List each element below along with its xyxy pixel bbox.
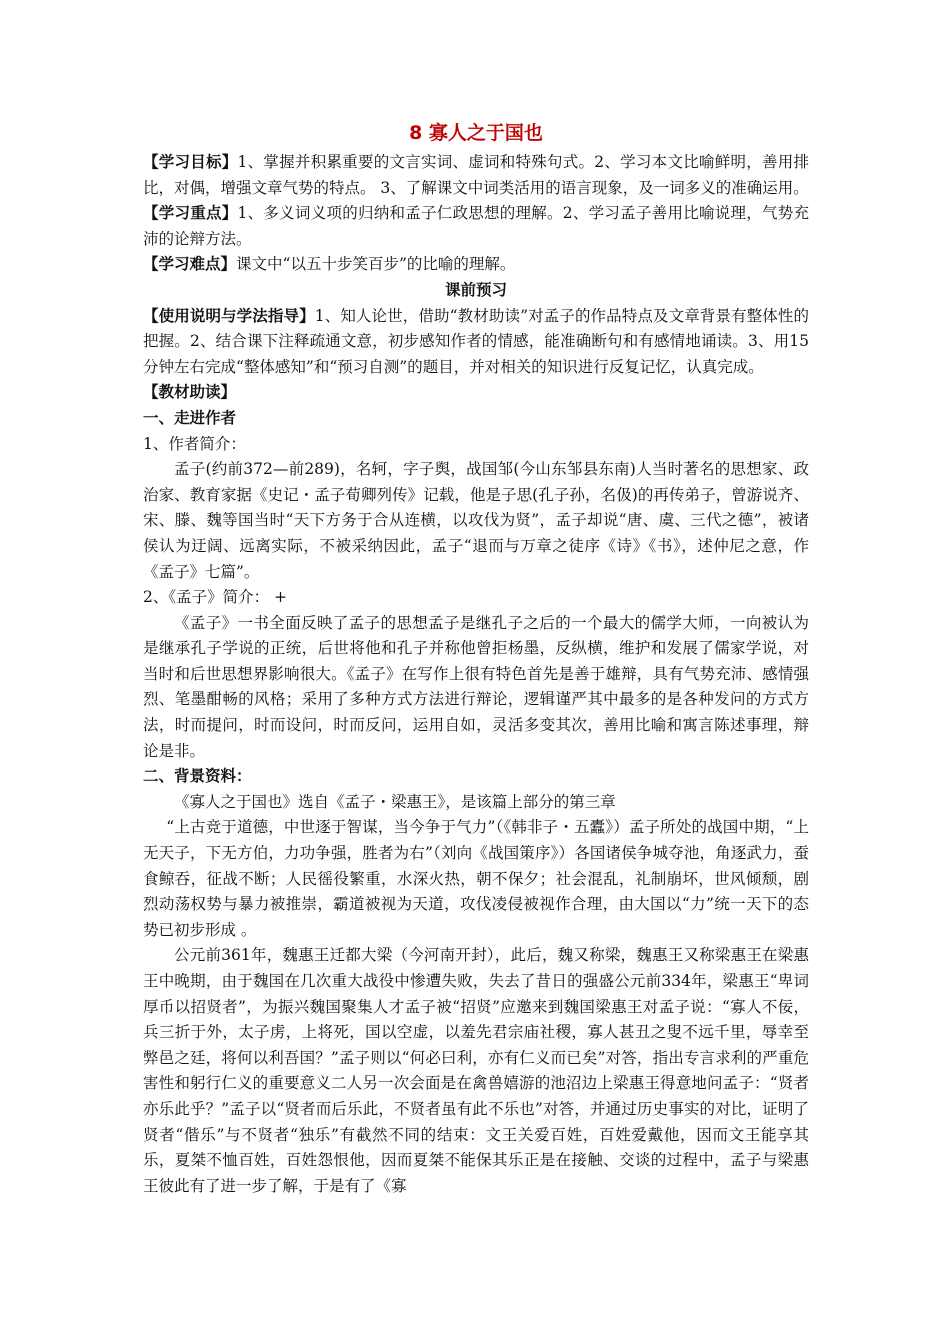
learning-goals-label: 【学习目标】 xyxy=(143,153,238,171)
author-intro-paragraph: 孟子(约前372—前289)，名轲，字子舆，战国邹(今山东邹县东南)人当时著名的思想家、政治家、教育家据《史记・孟子荀卿列传》记载，他是子思(孔子孙，名伋)的再传弟子，曾游说齐、宋、滕、魏等国当时“天下方务于合从连横，以攻伐为贤”，孟子却说“唐、虞、三代之德”，被诸侯认为迂阔、远离实际，不被采纳因此，孟子“退而与万章之徒序《诗》《书》，述仲尼之意，作《孟子》七篇”。 xyxy=(143,460,809,581)
preview-heading: 课前预习 xyxy=(444,280,507,299)
key-points-label: 【学习重点】 xyxy=(143,204,238,223)
background-paragraph-2: “上古竞于道德，中世逐于智谋，当今争于气力”（《韩非子・五蠹》）孟子所处的战国中期，“上无天子，下无方伯，力功争强，胜者为右”（刘向《战国策序》）各国诸侯争城夺池，角逐武力，蚕食鲸吞，征战不断；人民徭役繁重，水深火热，朝不保夕；社会混乱，礼制崩坏，世风倾颓，剧烈动荡权势与暴力被推崇，霸道被视为天道，攻伐凌侵被视作合理，由大国以“力”统一天下的态势已初步形成 。 xyxy=(143,818,809,939)
mencius-intro-heading: 2、《孟子》简介： + xyxy=(143,588,288,607)
section-background-heading: 二、背景资料： xyxy=(143,767,252,786)
instructions-text: 1、知人论世，借助“教材助读”对孟子的作品特点及文章背景有整体性的把握。2、结合课下注释疏通文意，初步感知作者的情感，能准确断句和有感情地诵读。3、用15分钟左右完成“整体感知”和“预习自测”的题目，并对相关的知识进行反复记忆，认真完成。 xyxy=(143,306,809,376)
learning-goals-text: 1、掌握并积累重要的文言实词、虚词和特殊句式。2、学习本文比喻鲜明，善用排比，对偶，增强文章气势的特点。 3、了解课文中词类活用的语言现象，及一词多义的准确运用。 xyxy=(143,153,809,197)
learning-key-points xyxy=(143,201,809,252)
difficulty-label: 【学习难点】 xyxy=(143,255,237,274)
textbook-aid-heading: 【教材助读】 xyxy=(143,383,237,402)
document-title: 8 寡人之于国也 xyxy=(409,122,543,144)
section-author-heading: 一、走进作者 xyxy=(143,408,237,427)
background-paragraph-3: 公元前361年，魏惠王迁都大梁（今河南开封），此后，魏又称梁，魏惠王又称梁惠王在梁惠王中晚期，由于魏国在几次重大战役中惨遭失败，失去了昔日的强盛公元前334年，梁惠王“卑词厚币以招贤者”，为振兴魏国聚集人才孟子被“招贤”应邀来到魏国梁惠王对孟子说：“寡人不佞，兵三折于外，太子虏，上将死，国以空虚，以羞先君宗庙社稷，寡人甚丑之叟不远千里，辱幸至弊邑之廷，将何以利吾国？”孟子则以“何必曰利，亦有仁义而已矣”对答，指出专言求利的严重危害性和躬行仁义的重要意义二人另一次会面是在禽兽嬉游的池沼边上梁惠王得意地问孟子：“贤者亦乐此乎？”孟子以“贤者而后乐此，不贤者虽有此不乐也”对答，并通过历史事实的对比，证明了贤者“偕乐”与不贤者“独乐”有截然不同的结束：文王关爱百姓，百姓爱戴他，因而文王能享其乐，夏桀不恤百姓，百姓怨恨他，因而夏桀不能保其乐正是在接触、交谈的过程中，孟子与梁惠王彼此有了进一步了解，于是有了《寡 xyxy=(143,946,809,1195)
learning-difficulty xyxy=(143,252,809,278)
learning-goals xyxy=(143,150,809,201)
key-points-text: 1、多义词义项的归纳和孟子仁政思想的理解。2、学习孟子善用比喻说理，气势充沛的论辩方法。 xyxy=(143,204,809,248)
difficulty-text: 课文中“以五十步笑百步”的比喻的理解。 xyxy=(236,255,516,274)
mencius-intro-paragraph: 《孟子》一书全面反映了孟子的思想孟子是继孔子之后的一个最大的儒学大师，一向被认为是继承孔子学说的正统，后世将他和孔子并称他曾拒杨墨，反纵横，维护和发展了儒家学说，对当时和后世思想界影响很大。《孟子》在写作上很有特色首先是善于雄辩，具有气势充沛、感情强烈、笔墨酣畅的风格；采用了多种方式方法进行辩论，逻辑谨严其中最多的是各种发问的方式方法，时而提问，时而设问，时而反问，运用自如，灵活多变其次，善用比喻和寓言陈述事理，辩论是非。 xyxy=(143,613,809,760)
usage-instructions xyxy=(143,304,809,381)
instructions-label: 【使用说明与学法指导】 xyxy=(143,306,315,325)
author-intro-heading: 1、作者简介： xyxy=(143,434,246,453)
document-page xyxy=(143,118,809,1199)
background-paragraph-1: 《寡人之于国也》选自《孟子・梁惠王》，是该篇上部分的第三章 xyxy=(174,792,616,811)
